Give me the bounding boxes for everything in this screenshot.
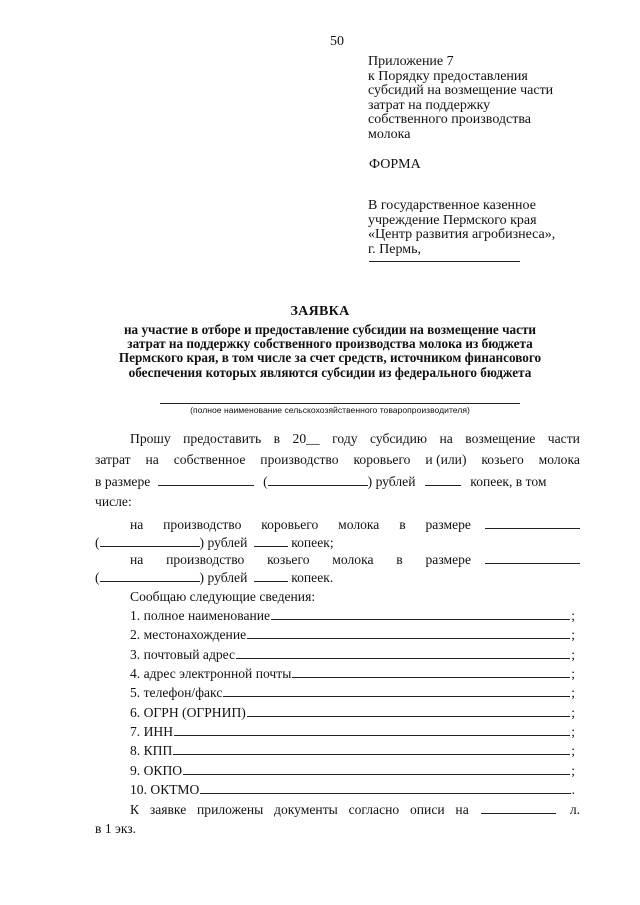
appendix-line: затрат на поддержку — [368, 97, 491, 113]
addressee-line: г. Пермь, — [368, 241, 422, 257]
goat-milk-line-2: ( ) рублей копеек. — [95, 570, 334, 585]
request-line-3: в размере ( ) рублей копеек, в том — [95, 474, 547, 489]
addressee-blank[interactable] — [369, 261, 520, 262]
producer-name-caption: (полное наименование сельскохозяйственного товаропроизводителя) — [190, 405, 470, 415]
cow-milk-words-field[interactable] — [100, 534, 200, 547]
location-field[interactable] — [247, 626, 570, 639]
info-item-okpo: 9. ОКПО ; — [130, 763, 575, 778]
amount-total-field[interactable] — [158, 473, 254, 486]
document-subtitle — [60, 323, 600, 380]
info-item-ogrn: 6. ОГРН (ОГРНИП) ; — [130, 705, 575, 720]
oktmo-field[interactable] — [200, 781, 570, 794]
request-line-1: Прошу предоставить в 20__ году субсидию на возмещение части — [130, 431, 580, 446]
appendix-line: субсидий на возмещение части — [368, 83, 554, 98]
postal-address-field[interactable] — [236, 646, 570, 659]
inn-field[interactable] — [174, 723, 570, 736]
full-name-field[interactable] — [271, 607, 570, 620]
ogrn-field[interactable] — [247, 704, 570, 717]
info-item-kpp: 8. КПП ; — [130, 743, 575, 758]
okpo-field[interactable] — [183, 762, 570, 775]
info-item-postal-address: 3. почтовый адрес ; — [130, 647, 575, 662]
amount-total-words-field[interactable] — [268, 473, 368, 486]
appendix-line: собственного производства — [368, 112, 532, 127]
goat-milk-amount-field[interactable] — [485, 551, 580, 564]
cow-milk-amount-field[interactable] — [485, 516, 580, 529]
info-item-full-name: 1. полное наименование ; — [130, 608, 575, 623]
info-heading: Сообщаю следующие сведения: — [130, 589, 316, 604]
appendix-header — [368, 55, 553, 142]
cow-milk-kopecks-field[interactable] — [254, 534, 288, 547]
addressee-block — [368, 199, 555, 257]
subtitle-line: Пермского края, в том числе за счет средств, источником финансового — [118, 350, 542, 366]
cow-milk-line: на производство коровьего молока в размере — [130, 516, 580, 533]
appendix-line: Приложение 7 — [368, 54, 454, 69]
document-title: ЗАЯВКА — [290, 304, 350, 319]
email-field[interactable] — [292, 665, 570, 678]
kopecks-total-field[interactable] — [425, 473, 461, 486]
info-item-email: 4. адрес электронной почты ; — [130, 666, 575, 681]
info-item-phone: 5. телефон/факс ; — [130, 685, 575, 700]
appendix-line: к Порядку предоставления — [368, 68, 528, 84]
request-line-2: затрат на собственное производство коровьего и (или) козьего молока — [95, 452, 580, 467]
info-item-inn: 7. ИНН ; — [130, 724, 575, 739]
attachment-copies: в 1 экз. — [95, 821, 137, 836]
producer-name-field[interactable] — [160, 403, 520, 404]
goat-milk-kopecks-field[interactable] — [254, 569, 288, 582]
addressee-line: учреждение Пермского края — [368, 212, 537, 228]
info-item-oktmo: 10. ОКТМО . — [130, 782, 575, 797]
cow-milk-line-2: ( ) рублей копеек; — [95, 535, 334, 550]
addressee-line: «Центр развития агробизнеса», — [368, 227, 556, 242]
subtitle-line: затрат на поддержку собственного производства молока из бюджета — [127, 336, 533, 352]
page-number: 50 — [330, 34, 344, 49]
subtitle-line: обеспечения которых являются субсидии из федерального бюджета — [128, 364, 532, 380]
goat-milk-line: на производство козьего молока в размере — [130, 551, 580, 568]
addressee-line: В государственное казенное — [368, 198, 536, 213]
info-item-location: 2. местонахождение ; — [130, 627, 575, 642]
pages-count-field[interactable] — [481, 801, 556, 814]
subtitle-line: на участие в отборе и предоставление субсидии на возмещение части — [123, 322, 537, 337]
phone-field[interactable] — [223, 684, 570, 697]
request-line-4: числе: — [95, 494, 132, 509]
appendix-line: молока — [368, 126, 411, 142]
goat-milk-words-field[interactable] — [100, 569, 200, 582]
attachment-line: К заявке приложены документы согласно описи на л. — [130, 802, 580, 817]
form-label: ФОРМА — [369, 157, 421, 172]
kpp-field[interactable] — [173, 742, 570, 755]
